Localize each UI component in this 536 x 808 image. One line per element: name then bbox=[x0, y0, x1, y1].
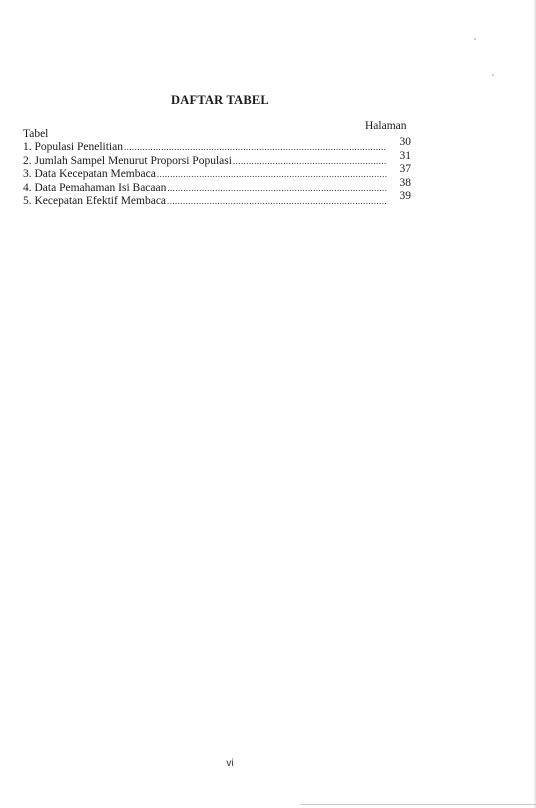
page-title: DAFTAR TABEL bbox=[171, 93, 269, 107]
list-item bbox=[23, 163, 411, 182]
entry-page-number: 37 bbox=[399, 163, 411, 175]
entry-label: 4. Data Pemahaman Isi Bacaan bbox=[23, 181, 167, 194]
entry-page-number: 30 bbox=[399, 136, 411, 148]
scan-edge-line bbox=[300, 804, 536, 805]
column-header-halaman: Halaman bbox=[365, 120, 407, 132]
dot-leader bbox=[167, 195, 387, 209]
list-item bbox=[23, 149, 411, 169]
dot-leader bbox=[233, 155, 387, 169]
dot-leader bbox=[157, 168, 387, 182]
entry-label: 3. Data Kecepatan Membaca bbox=[23, 168, 156, 180]
list-item bbox=[23, 176, 411, 196]
column-header-tabel: Tabel bbox=[23, 128, 49, 140]
page-number: vi bbox=[226, 758, 234, 769]
entry-label: 5. Kecepatan Efektif Membaca bbox=[23, 195, 167, 207]
dot-leader bbox=[124, 141, 387, 155]
dot-leader bbox=[167, 182, 387, 196]
entry-page-number: 31 bbox=[399, 149, 411, 162]
entry-label: 1. Populasi Penelitian bbox=[23, 141, 123, 153]
entry-page-number: 38 bbox=[399, 176, 411, 189]
list-item bbox=[23, 136, 411, 155]
scan-speck bbox=[492, 74, 494, 76]
scan-speck bbox=[474, 38, 476, 40]
entry-label: 2. Jumlah Sampel Menurut Proporsi Populasi bbox=[23, 154, 232, 167]
table-list bbox=[23, 136, 411, 209]
list-item bbox=[23, 190, 411, 209]
entry-page-number: 39 bbox=[399, 190, 411, 202]
